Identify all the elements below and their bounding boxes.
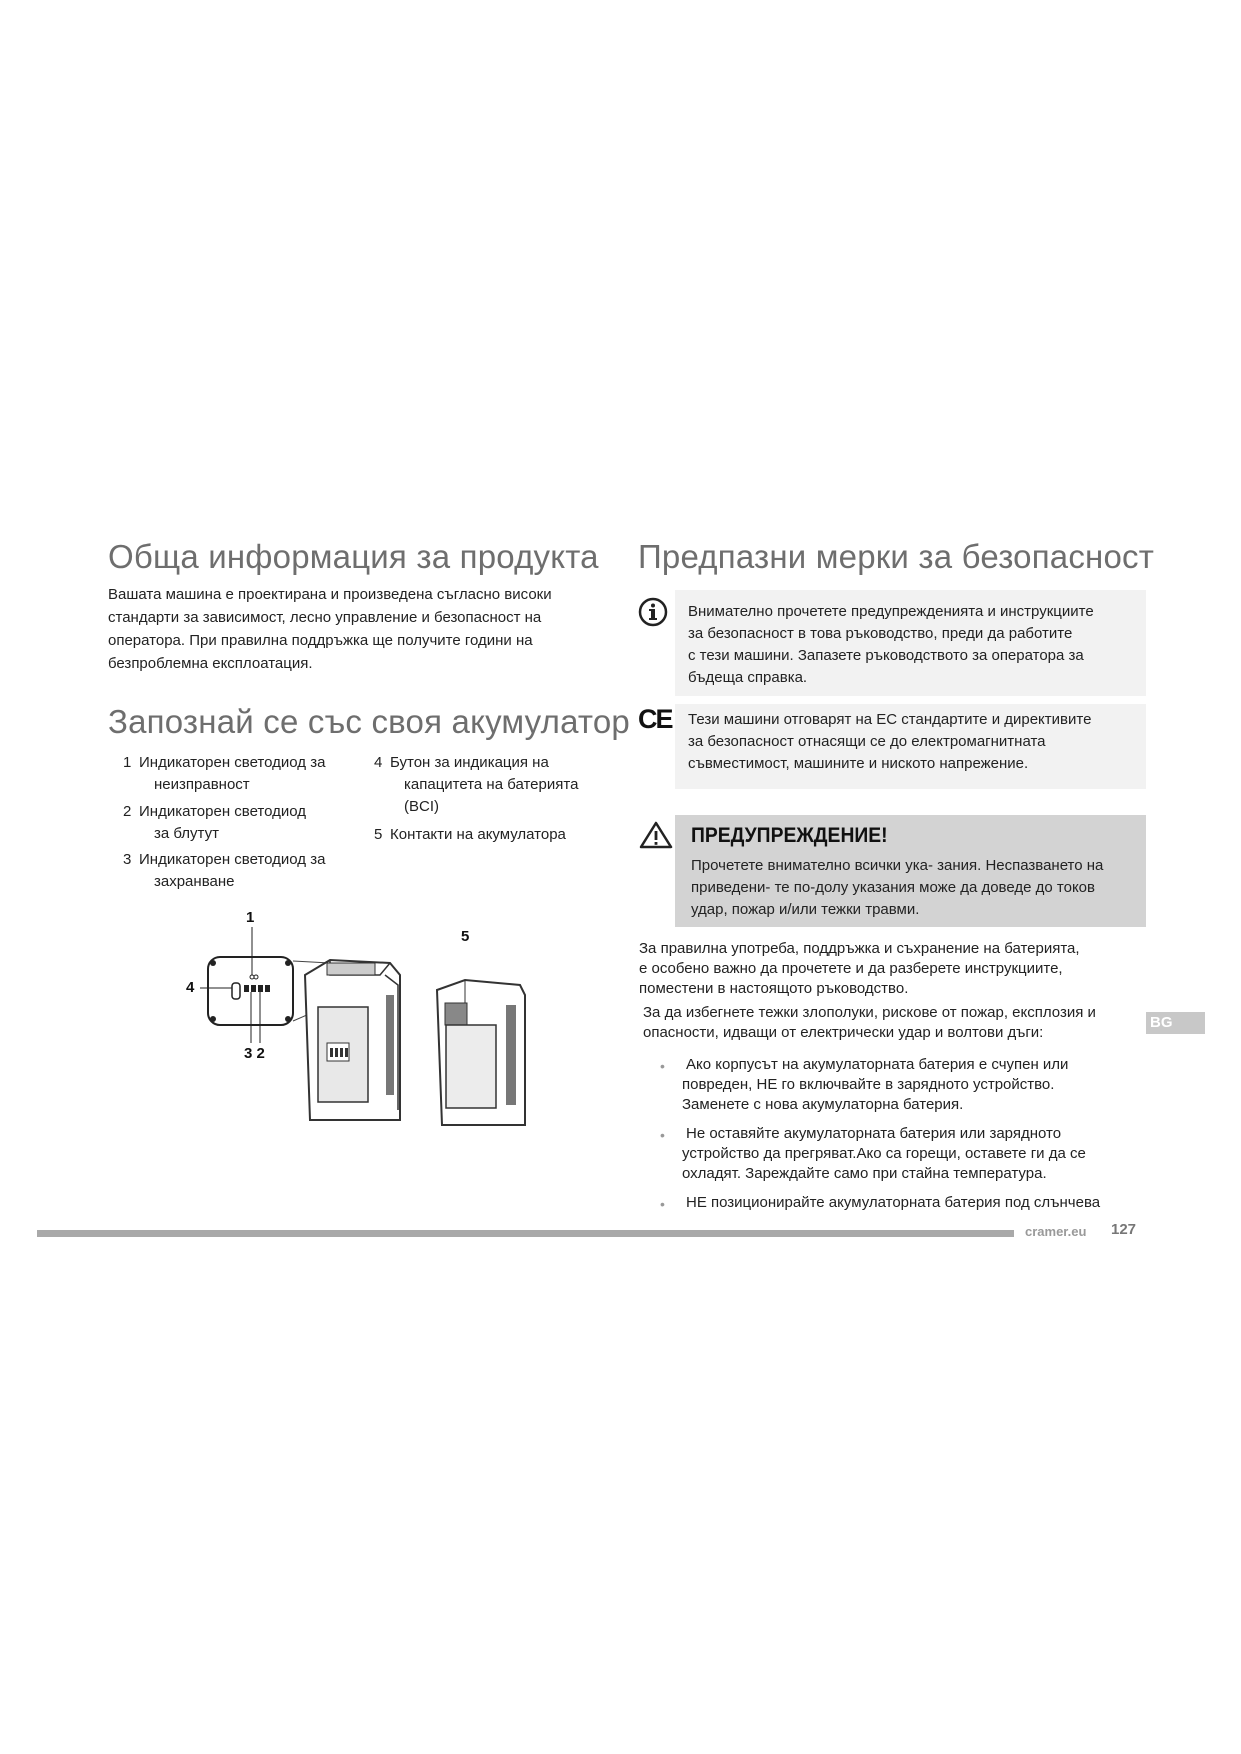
battery-illustration [180, 915, 540, 1130]
text-line: за безопасност в това ръководство, преди да работите [688, 625, 1073, 642]
warning-triangle-icon [638, 820, 674, 850]
page-number: 127 [1111, 1221, 1137, 1238]
text-line: Прочетете внимателно всички ука- зания. Неспазването на [691, 857, 1104, 874]
text-line: бъдеща справка. [688, 669, 808, 686]
bullet-icon: • [660, 1196, 665, 1212]
info-icon [638, 597, 668, 627]
text-line: с тези машини. Запазете ръководството за оператора за [688, 647, 1084, 664]
text-line: стандарти за зависимост, лесно управление и безопасност на [108, 609, 542, 626]
ce-text [688, 709, 1138, 775]
text-line: Ако корпусът на акумулаторната батерия е счупен или [686, 1056, 1069, 1073]
battery-figure [180, 909, 540, 1130]
bullet-icon: • [660, 1127, 665, 1143]
heading-general-info: Обща информация за продукта [108, 538, 599, 575]
ce-mark-icon: CE [638, 704, 672, 734]
battery-use-paragraph [639, 939, 1119, 999]
text-line: е особено важно да прочетете и да разберете инструкциите, [639, 960, 1063, 977]
text-line: приведени- те по-долу указания може да доведе до токов [691, 879, 1095, 896]
text-line: НЕ позиционирайте акумулаторната батерия под слънчева [686, 1194, 1101, 1211]
callout-5: 5 [461, 928, 470, 945]
warning-title: ПРЕДУПРЕЖДЕНИЕ! [691, 824, 888, 847]
bullet-icon: • [660, 1058, 665, 1074]
text-line: Вашата машина е проектирана и произведена съгласно високи [108, 586, 552, 603]
text-line: Внимателно прочетете предупрежденията и инструкциите [688, 603, 1094, 620]
callout-4: 4 [186, 979, 195, 996]
hazards-paragraph [643, 1003, 1133, 1043]
warning-text [691, 855, 1141, 921]
text-line: За да избегнете тежки злополуки, рискове от пожар, експлозия и [643, 1004, 1096, 1021]
footer-rule [37, 1230, 1014, 1237]
text-line: Заменете с нова акумулаторна батерия. [682, 1096, 964, 1113]
heading-battery: Запознай се със своя акумулатор [108, 703, 630, 740]
text-line: Не оставяйте акумулаторната батерия или зарядното [686, 1125, 1062, 1142]
callout-3-2: 3 2 [244, 1045, 265, 1062]
language-tab: BG [1146, 1012, 1205, 1034]
text-line: опасности, идващи от електрически удар и волтови дъги: [643, 1024, 1044, 1041]
info-text [688, 601, 1138, 689]
text-line: удар, пожар и/или тежки травми. [691, 901, 920, 918]
text-line: оператора. При правилна поддръжка ще получите години на [108, 632, 533, 649]
text-line: устройство да прегряват.Ако са горещи, оставете ги да се [682, 1145, 1086, 1162]
footer-site: cramer.eu [1025, 1224, 1087, 1239]
text-line: поместени в настоящото ръководство. [639, 980, 909, 997]
general-info-paragraph [108, 583, 598, 675]
text-line: за безопасност отнасящи се до електромагнитната [688, 733, 1046, 750]
text-line: повреден, НЕ го включвайте в зарядното устройство. [682, 1076, 1055, 1093]
text-line: Тези машини отговарят на ЕС стандартите и директивите [688, 711, 1092, 728]
text-line: съвместимост, машините и ниското напрежение. [688, 755, 1029, 772]
text-line: охладят. Зареждайте само при стайна температура. [682, 1165, 1047, 1182]
text-line: За правилна употреба, поддръжка и съхранение на батерията, [639, 940, 1080, 957]
heading-safety: Предпазни мерки за безопасност [638, 538, 1155, 575]
text-line: безпроблемна експлоатация. [108, 655, 313, 672]
callout-1: 1 [246, 909, 255, 926]
